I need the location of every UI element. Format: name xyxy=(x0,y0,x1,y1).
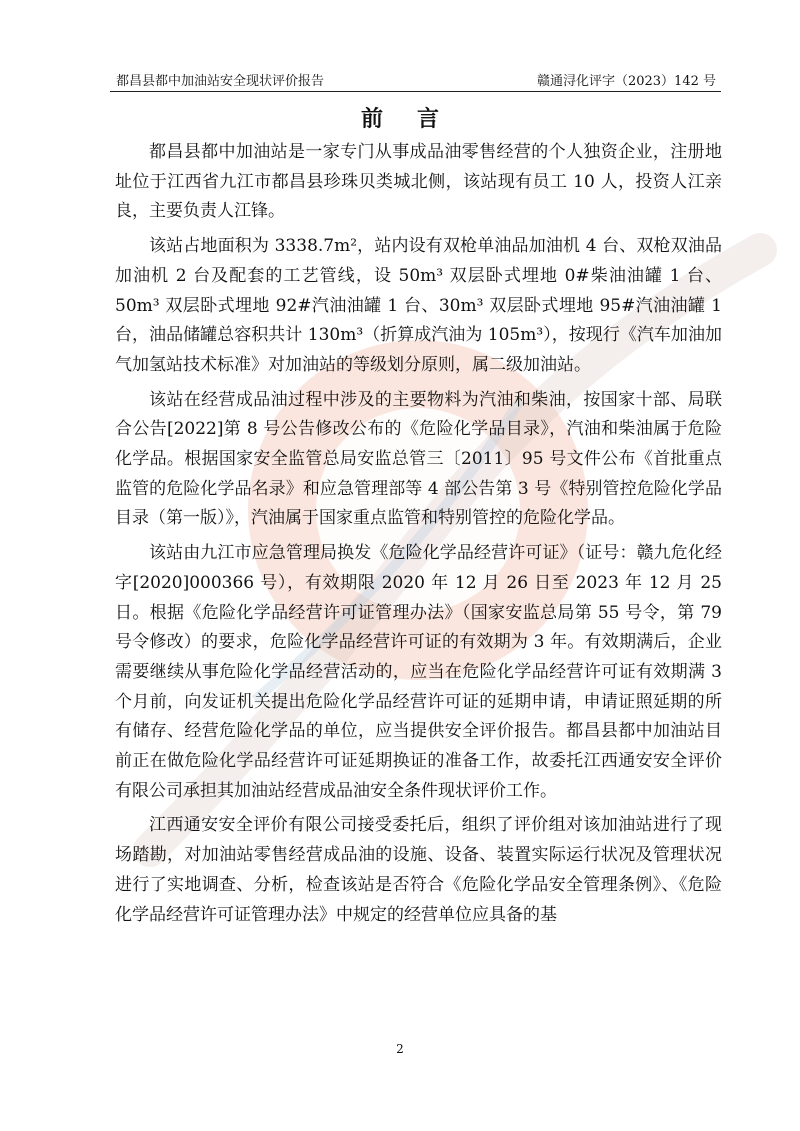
running-header-docno: 赣通浔化评字（2023）142 号 xyxy=(536,74,716,89)
page-title: 前言 xyxy=(360,106,473,132)
paragraph-facilities: 该站占地面积为 3338.7m²，站内设有双枪单油品加油机 4 台、双枪双油品加油机 2 台及配套的工艺管线，设 50m³ 双层卧式埋地 0#柴油油罐 1 台、50m³ 双层卧式埋地 92#汽油油罐 1 台、30m³ 双层卧式埋地 95#汽油油罐 1 台，油品储罐总容积共计 130m³（折算成汽油为 105m³），按现行《汽车加油加气加氢站技术标准》对加油站的等级划分原则，属二级加油站。 xyxy=(115,236,722,375)
body-text xyxy=(115,138,722,930)
paragraph-assessment: 江西通安安全评价有限公司接受委托后，组织了评价组对该加油站进行了现场踏勘，对加油站零售经营成品油的设施、设备、装置实际运行状况及管理状况进行了实地调查、分析，检查该站是否符合《危险化学品安全管理条例》、《危险化学品经营许可证管理办法》中规定的经营单位应具备的基 xyxy=(115,815,722,925)
page-number: 2 xyxy=(396,1042,404,1056)
paragraph-intro: 都昌县都中加油站是一家专门从事成品油零售经营的个人独资企业，注册地址位于江西省九江市都昌县珍珠贝类城北侧，该站现有员工 10 人，投资人江亲良，主要负责人江锋。 xyxy=(115,142,722,222)
paragraph-materials: 该站在经营成品油过程中涉及的主要物料为汽油和柴油，按国家十部、局联合公告[2022]第 8 号公告修改公布的《危险化学品目录》，汽油和柴油属于危险化学品。根据国家安全监管总局安监总管三〔2011〕95 号文件公布《首批重点监管的危险化学品名录》和应急管理部等 4 部公告第 3 号《特别管控危险化学品目录（第一版）》，汽油属于国家重点监管和特别管控的危险化学品。 xyxy=(115,389,722,529)
paragraph-license: 该站由九江市应急管理局换发《危险化学品经营许可证》（证号：赣九危化经字[2020]000366 号），有效期限 2020 年 12 月 26 日至 2023 年 12 月 25 日。根据《危险化学品经营许可证管理办法》（国家安监总局第 55 号令，第 79 号令修改）的要求，危险化学品经营许可证的有效期为 3 年。有效期满后，企业需要继续从事危险化学品经营活动的，应当在危险化学品经营许可证有效期满 3 个月前，向发证机关提出危险化学品经营许可证的延期申请，申请证照延期的所有储存、经营危险化学品的单位，应当提供安全评价报告。都昌县都中加油站目前正在做危险化学品经营许可证延期换证的准备工作，故委托江西通安安全评价有限公司承担其加油站经营成品油安全条件现状评价工作。 xyxy=(115,543,722,801)
header-divider xyxy=(110,91,721,92)
running-header-title: 都昌县都中加油站安全现状评价报告 xyxy=(116,74,325,89)
